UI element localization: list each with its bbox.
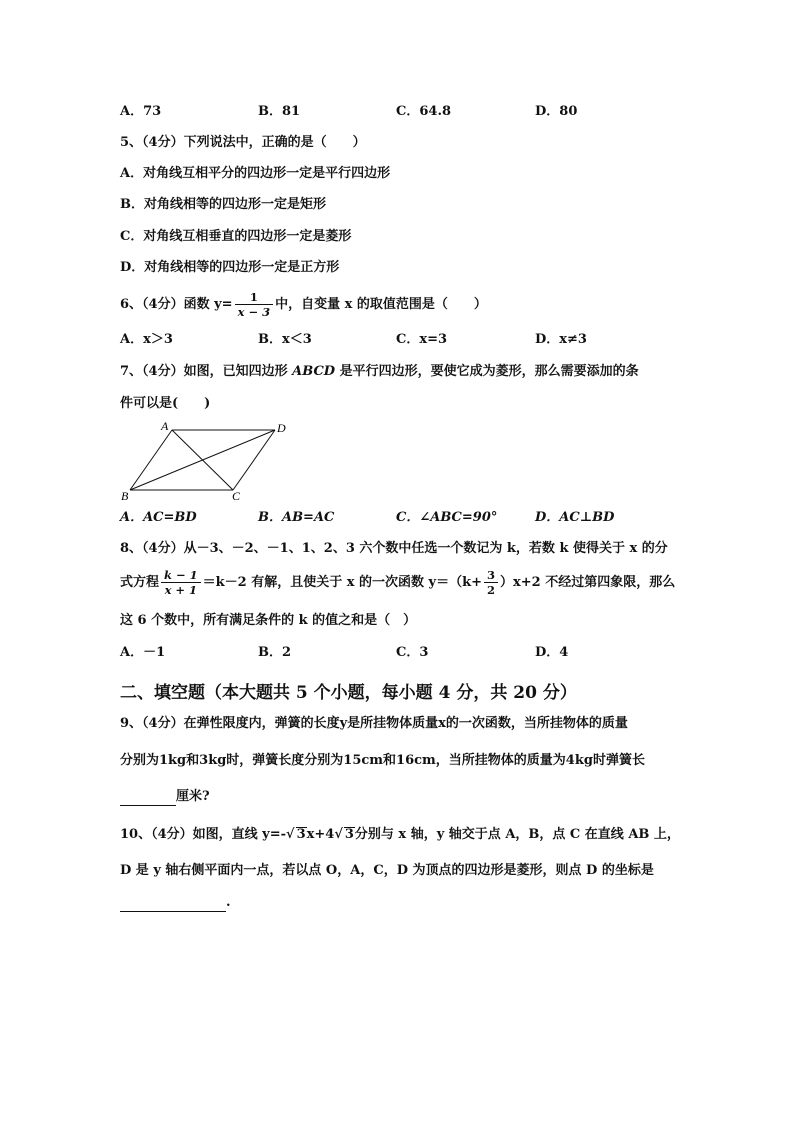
q8-option-a: A．－1: [120, 645, 166, 660]
q8-frac1-den: x + 1: [164, 583, 198, 597]
q9-line1: 9、（4分）在弹性限度内，弹簧的长度y是所挂物体质量x的一次函数，当所挂物体的质量: [120, 716, 628, 731]
q8-frac2-den: 2: [487, 583, 496, 597]
q10-line1: [120, 826, 680, 844]
q7-stem-c: 是平行四边形，要使它成为菱形，那么需要添加的条: [339, 364, 639, 379]
q10-sqrt-2: 3: [344, 827, 354, 842]
q10-line2: D 是 y 轴右侧平面内一点，若以点 O，A，C，D 为顶点的四边形是菱形，则点 D 的坐标是: [120, 863, 654, 878]
q6-fraction: [235, 290, 274, 319]
q6-frac-num: 1: [235, 290, 274, 305]
q9-line3: [120, 788, 210, 806]
q7-option-c: C．∠ABC=90°: [396, 510, 498, 525]
sqrt-sign-2: √: [334, 827, 343, 842]
q7-option-b: B．AB=AC: [258, 510, 335, 525]
q5-option-c: C．对角线互相垂直的四边形一定是菱形: [120, 229, 352, 244]
q7-option-a: A．AC=BD: [120, 510, 197, 525]
q5-option-a: A．对角线互相平分的四边形一定是平行四边形: [120, 166, 391, 181]
section-title: 二、填空题（本大题共 5 个小题，每小题 4 分，共 20 分）: [120, 683, 577, 703]
label-b: B: [121, 489, 129, 503]
q10-line3-end: .: [226, 895, 231, 910]
q6-option-a: A．x＞3: [120, 332, 173, 347]
label-a: A: [161, 419, 169, 433]
label-c: C: [232, 489, 241, 503]
q10-line1-a: 10、（4分）如图，直线 y=-: [120, 827, 287, 842]
q8-line1: 8、（4分）从－3、－2、－1、1、2、3 六个数中任选一个数记为 k，若数 k 使得关于 x 的分: [120, 541, 668, 556]
q8-fraction-2: [484, 568, 498, 597]
q7-stem-abcd: ABCD: [292, 364, 336, 379]
q6-prefix: 6、（4分）函数 y=: [120, 297, 233, 312]
q5-stem: 5、（4分）下列说法中，正确的是（ ）: [120, 135, 366, 150]
q6-stem: [120, 290, 487, 320]
q8-line2-c: ）x+2 不经过第四象限，那么: [500, 575, 676, 590]
q8-line3: 这 6 个数中，所有满足条件的 k 的值之和是（ ）: [120, 613, 417, 628]
q4-option-c: C．64.8: [396, 104, 452, 119]
q4-option-b: B．81: [258, 104, 301, 119]
q6-option-d: D．x≠3: [535, 332, 587, 347]
q6-option-c: C．x=3: [396, 332, 448, 347]
q7-stem-line2: 件可以是( ): [120, 396, 211, 411]
label-d: D: [277, 421, 286, 435]
q10-line1-c: 分别与 x 轴，y 轴交于点 A，B，点 C 在直线 AB 上，: [354, 827, 680, 842]
q7-stem-line1: [120, 363, 639, 381]
q9-line2: 分别为1kg和3kg时，弹簧长度分别为15cm和16cm，当所挂物体的质量为4kg时弹簧长: [120, 753, 645, 768]
q6-frac-den: x − 3: [237, 305, 271, 319]
q6-suffix: 中，自变量 x 的取值范围是（ ）: [275, 297, 487, 312]
q8-line2-a: 式方程: [120, 575, 160, 590]
q8-option-d: D．4: [535, 645, 569, 660]
q6-option-b: B．x＜3: [258, 332, 312, 347]
q5-option-d: D．对角线相等的四边形一定是正方形: [120, 260, 340, 275]
q4-option-d: D．80: [535, 104, 578, 119]
q7-option-d: D．AC⊥BD: [535, 510, 615, 525]
q8-line2-b: ＝k－2 有解，且使关于 x 的一次函数 y＝（k+: [202, 575, 483, 590]
q9-answer-blank[interactable]: [120, 791, 176, 806]
q10-sqrt-1: 3: [296, 827, 306, 842]
q10-answer-blank[interactable]: [120, 897, 226, 912]
diagonal-bd: [130, 430, 275, 490]
q7-stem-a: 7、（4分）如图，已知四边形: [120, 364, 288, 379]
q8-line2: [120, 566, 675, 600]
q8-option-c: C．3: [396, 645, 429, 660]
sqrt-sign-1: √: [286, 827, 295, 842]
q10-line1-b: x+4: [306, 827, 335, 842]
q8-frac1-num: k − 1: [161, 568, 201, 583]
q8-fraction-1: [161, 568, 201, 597]
q7-parallelogram-figure: [115, 418, 290, 503]
q5-option-b: B．对角线相等的四边形一定是矩形: [120, 197, 326, 212]
q10-line3: [120, 894, 231, 912]
q4-option-a: A．73: [120, 104, 162, 119]
q8-frac2-num: 3: [484, 568, 498, 583]
q9-line3-text: 厘米?: [176, 789, 210, 804]
q8-option-b: B．2: [258, 645, 292, 660]
